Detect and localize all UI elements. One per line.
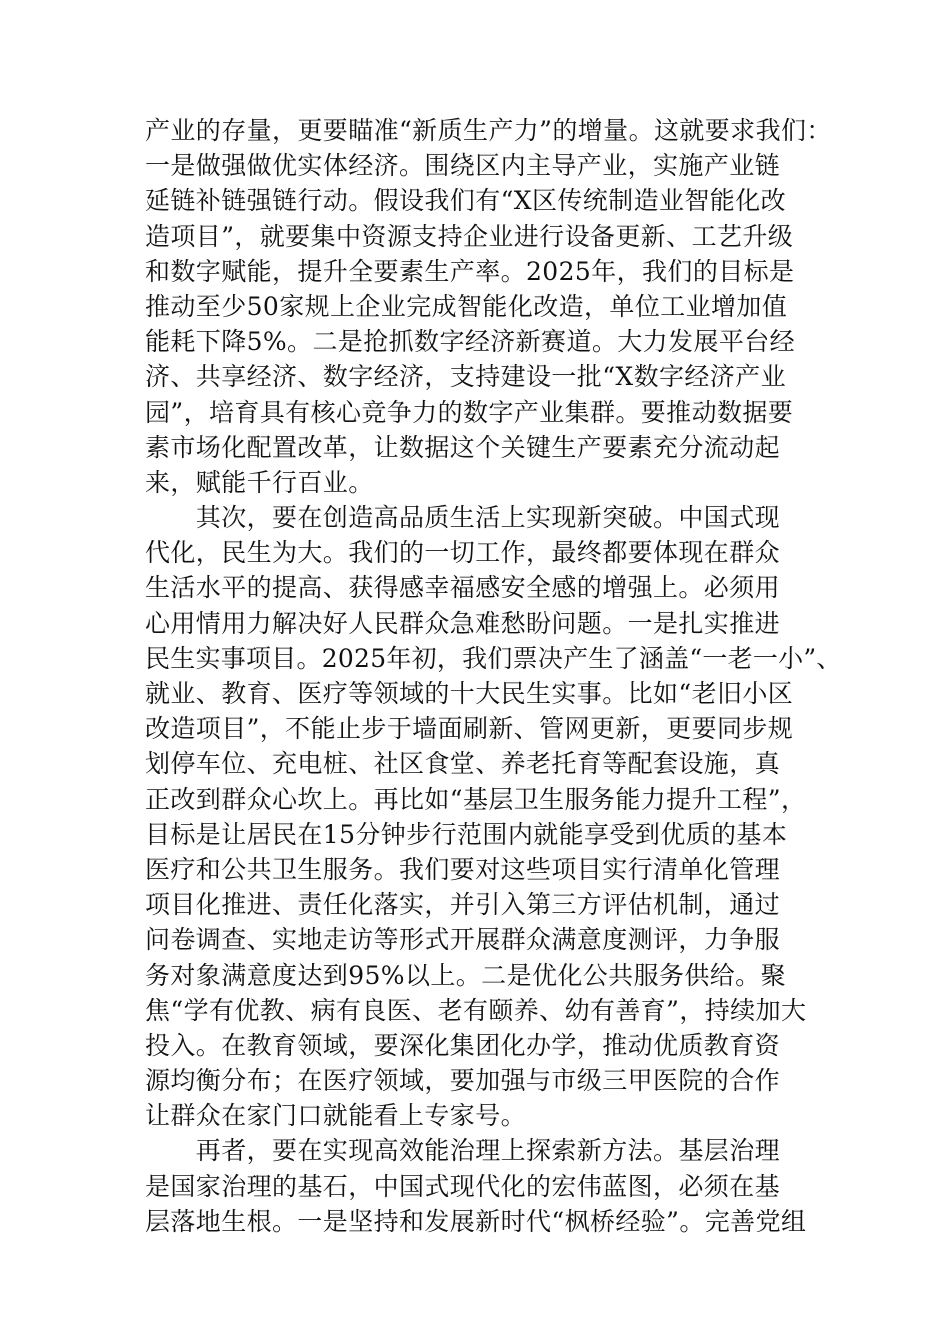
text-line-5: 和数字赋能，提升全要素生产率。2025年，我们的目标是 — [145, 256, 795, 286]
text-line-2: 一是做强做优实体经济。围绕区内主导产业，实施产业链 — [145, 151, 781, 181]
text-line-24: 问卷调查、实地走访等形式开展群众满意度测评，力争服 — [145, 925, 781, 955]
text-line-19: 划停车位、充电桩、社区食堂、养老托育等配套设施，真 — [145, 749, 781, 779]
text-line-18: 改造项目”，不能止步于墙面刷新、管网更新，更要同步规 — [145, 714, 794, 744]
text-line-7: 能耗下降5%。二是抢抓数字经济新赛道。大力发展平台经 — [145, 327, 796, 357]
text-line-10: 素市场化配置改革，让数据这个关键生产要素充分流动起 — [145, 432, 781, 462]
text-line-23: 项目化推进、责任化落实，并引入第三方评估机制，通过 — [145, 890, 781, 920]
text-line-9: 园”，培育具有核心竞争力的数字产业集群。要推动数据要 — [145, 397, 794, 427]
text-line-11: 来，赋能千行百业。 — [145, 467, 374, 497]
text-line-4: 造项目”，就要集中资源支持企业进行设备更新、工艺升级 — [145, 221, 794, 251]
text-line-29: 让群众在家门口就能看上专家号。 — [145, 1101, 527, 1131]
text-line-26: 焦“学有优教、病有良医、老有颐养、幼有善育”，持续加大 — [145, 995, 807, 1025]
text-line-8: 济、共享经济、数字经济，支持建设一批“X数字经济产业 — [145, 362, 786, 392]
text-line-31: 是国家治理的基石，中国式现代化的宏伟蓝图，必须在基 — [145, 1171, 781, 1201]
text-line-28: 源均衡分布；在医疗领域，要加强与市级三甲医院的合作 — [145, 1066, 781, 1096]
text-line-3: 延链补链强链行动。假设我们有“X区传统制造业智能化改 — [145, 186, 786, 216]
text-line-32: 层落地生根。一是坚持和发展新时代“枫桥经验”。完善党组 — [145, 1206, 807, 1236]
text-line-17: 就业、教育、医疗等领域的十大民生实事。比如“老旧小区 — [145, 679, 794, 708]
text-line-27: 投入。在教育领域，要深化集团化办学，推动优质教育资 — [145, 1030, 781, 1060]
text-line-21: 目标是让居民在15分钟步行范围内就能享受到优质的基本 — [145, 819, 788, 849]
text-line-6: 推动至少50家规上企业完成智能化改造，单位工业增加值 — [145, 291, 788, 321]
text-line-12: 其次，要在创造高品质生活上实现新突破。中国式现 — [145, 503, 781, 533]
text-line-22: 医疗和公共卫生服务。我们要对这些项目实行清单化管理 — [145, 854, 781, 884]
text-line-14: 生活水平的提高、获得感幸福感安全感的增强上。必须用 — [145, 573, 781, 603]
text-line-15: 心用情用力解决好人民群众急难愁盼问题。一是扎实推进 — [145, 608, 781, 638]
body-text — [145, 113, 845, 1239]
text-line-1: 产业的存量，更要瞄准“新质生产力”的增量。这就要求我们： — [145, 116, 832, 145]
text-line-13: 代化，民生为大。我们的一切工作，最终都要体现在群众 — [145, 538, 781, 568]
text-line-20: 正改到群众心坎上。再比如“基层卫生服务能力提升工程”， — [145, 784, 807, 814]
text-line-30: 再者，要在实现高效能治理上探索新方法。基层治理 — [145, 1136, 781, 1166]
text-line-16: 民生实事项目。2025年初，我们票决产生了涵盖“一老一小”、 — [145, 643, 842, 673]
text-line-25: 务对象满意度达到95%以上。二是优化公共服务供给。聚 — [145, 960, 786, 990]
